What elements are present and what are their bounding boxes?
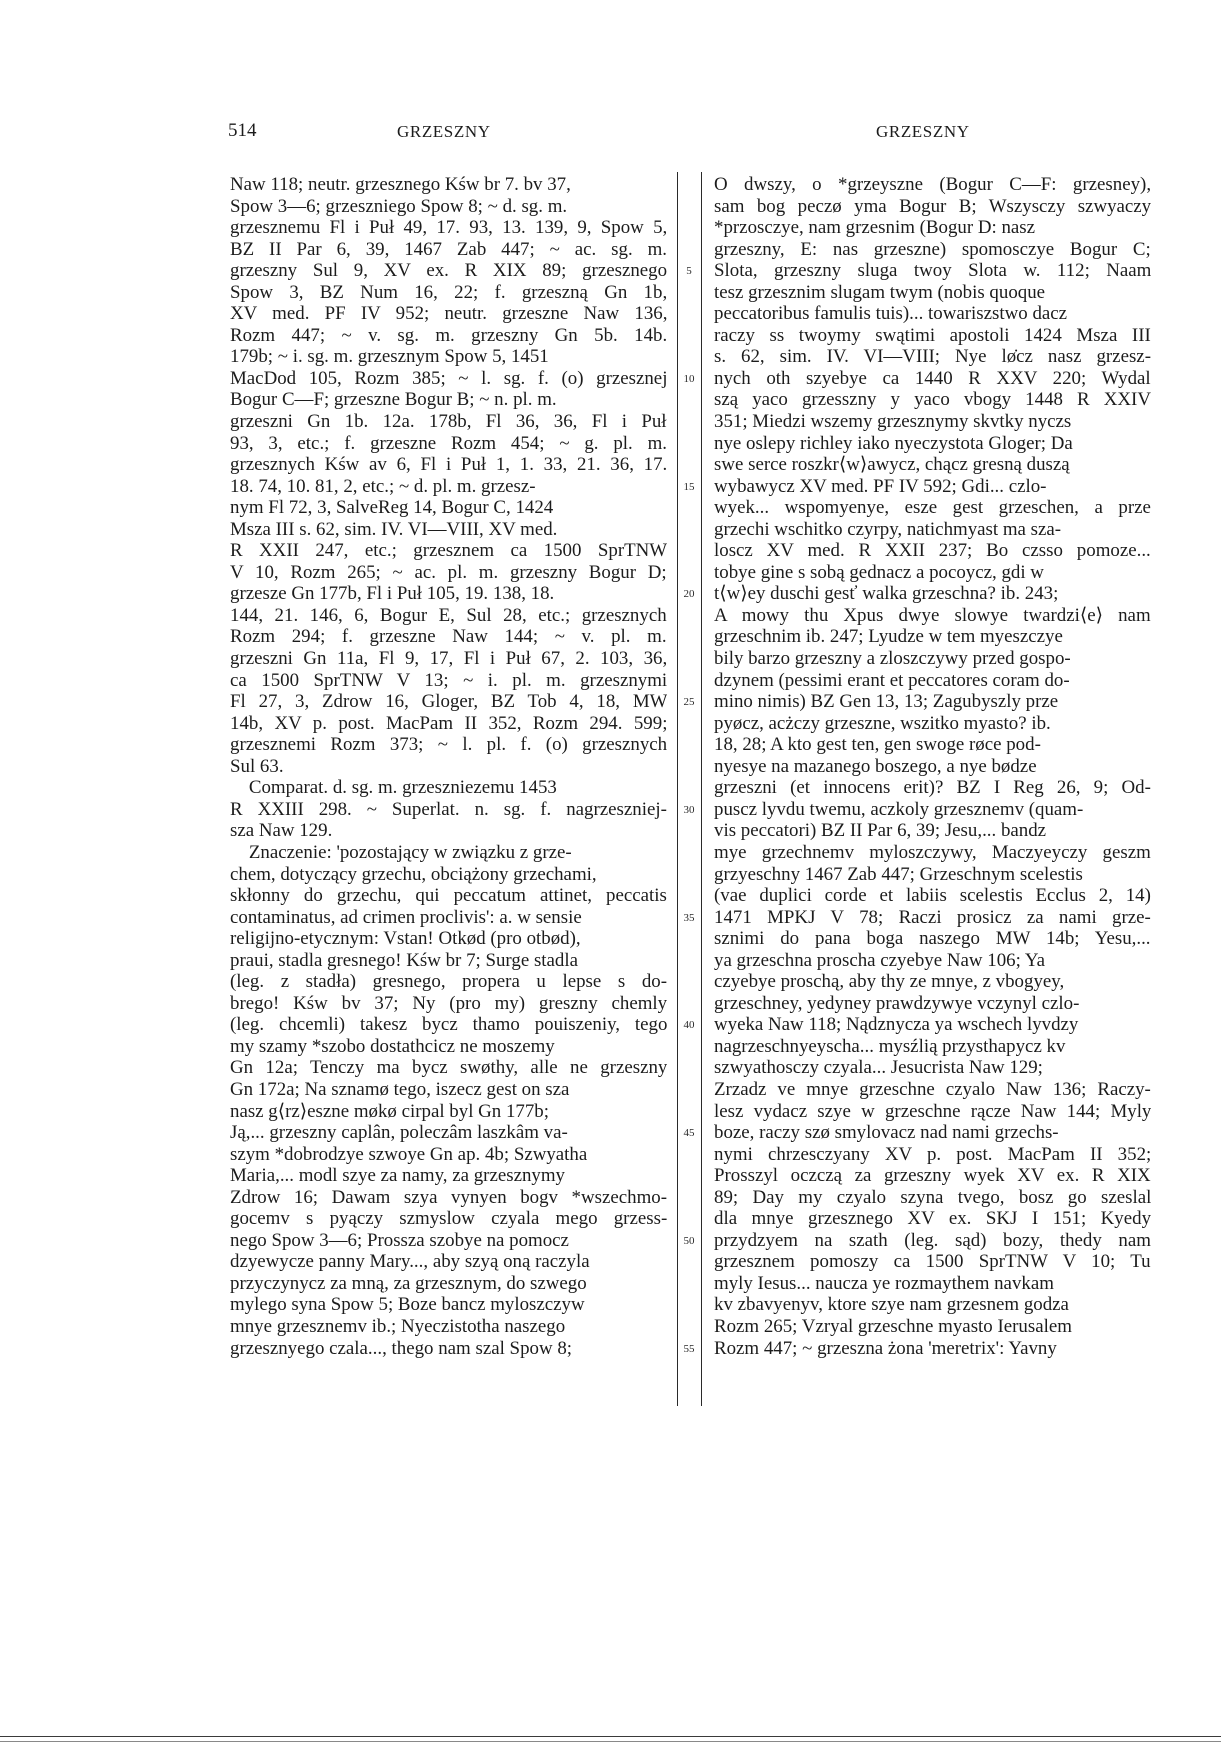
line-number: 45: [683, 1127, 695, 1140]
text-line: nagrzeschnyeyscha... mysźlią przysthapycz kv: [714, 1035, 1066, 1057]
text-line: Rozm 294; f. grzeszne Naw 144; ~ v. pl. m.: [230, 626, 667, 648]
text-line: nego Spow 3—6; Prossza szobye na pomocz: [230, 1229, 569, 1251]
text-line: nye oslepy richley iako nyeczystota Gloger; Da: [714, 432, 1073, 454]
right-column: [714, 174, 1151, 1359]
text-line: grzeszny, E: nas grzeszne) spomosczye Bogur C;: [714, 238, 1151, 260]
text-line: wyeka Naw 118; Nądznycza ya wschech lyvdzy: [714, 1014, 1079, 1036]
text-line: grzesznyego czala..., thego nam szal Spow 8;: [230, 1337, 573, 1359]
text-line: XV med. PF IV 952; neutr. grzeszne Naw 136,: [230, 303, 667, 325]
text-line: grzesznemi Rozm 373; ~ l. pl. f. (o) grzesznych: [230, 734, 667, 756]
text-line: raczy ss twoymy swątimi apostoli 1424 Msza III: [714, 324, 1151, 346]
text-line: Comparat. d. sg. m. grzeszniezemu 1453: [230, 777, 557, 799]
text-line: mylego syna Spow 5; Boze bancz myloszczyw: [230, 1294, 585, 1316]
text-line: grzesze Gn 177b, Fl i Puł 105, 19. 138, 18.: [230, 583, 555, 605]
text-line: (leg. z stadła) gresnego, propera u lepse s do-: [230, 971, 667, 993]
text-line: puscz lyvdu twemu, aczkoly grzesznemv (quam-: [714, 798, 1084, 820]
text-line: nasz g⟨rz⟩eszne møkø cirpal byl Gn 177b;: [230, 1100, 550, 1122]
text-line: Zrzadz ve mnye grzeschne czyalo Naw 136; Raczy-: [714, 1078, 1151, 1100]
text-line: brego! Kśw bv 37; Ny (pro my) greszny chemly: [230, 992, 667, 1014]
text-line: Bogur C—F; grzeszne Bogur B; ~ n. pl. m.: [230, 389, 557, 411]
text-line: swe serce roszkr⟨w⟩awycz, chącz gresną duszą: [714, 454, 1070, 476]
text-line: Fl 27, 3, Zdrow 16, Gloger, BZ Tob 4, 18, MW: [230, 691, 667, 713]
text-line: grzeschnim ib. 247; Lyudze w tem myeszczye: [714, 626, 1063, 648]
text-line: Maria,... modl szye za namy, za grzesznymy: [230, 1165, 566, 1187]
line-number: 35: [683, 911, 695, 924]
right-running-head: GRZESZNY: [876, 122, 970, 141]
line-number: 50: [683, 1234, 695, 1247]
text-line: wybawycz XV med. PF IV 592; Gdi... czlo-: [714, 475, 1047, 497]
text-line: vis peccatori) BZ II Par 6, 39; Jesu,... bandz: [714, 820, 1047, 842]
text-line: Msza III s. 62, sim. IV. VI—VIII, XV med.: [230, 518, 558, 540]
text-line: tesz grzesznim slugam twym (nobis quoque: [714, 281, 1046, 303]
text-line: grzeschney, yedyney prawdzywye vczynyl czlo-: [714, 992, 1080, 1014]
text-line: nyesye na mazanego boszego, a nye bødze: [714, 755, 1037, 777]
text-line: grzechi wschitko czyrpy, natichmyast ma sza-: [714, 518, 1062, 540]
text-line: (leg. chcemli) takesz bycz thamo pouiszeniy, tego: [230, 1014, 667, 1036]
text-line: grzeszny Sul 9, XV ex. R XIX 89; grzesznego: [230, 260, 667, 282]
text-line: Rozm 447; ~ grzeszna żona 'meretrix': Yavny: [714, 1337, 1057, 1359]
text-line: Znaczenie: 'pozostający w związku z grze-: [230, 841, 572, 863]
text-line: 93, 3, etc.; f. grzeszne Rozm 454; ~ g. pl. m.: [230, 432, 667, 454]
text-line: grzeszni Gn 11a, Fl 9, 17, Fl i Puł 67, 2. 103, 36,: [230, 648, 667, 670]
text-line: przyczynycz za mną, za grzesznym, do szwego: [230, 1272, 587, 1294]
text-line: nym Fl 72, 3, SalveReg 14, Bogur C, 1424: [230, 497, 554, 519]
text-line: grzesznem pomoszy ca 1500 SprTNW V 10; Tu: [714, 1251, 1151, 1273]
text-line: Spow 3—6; grzeszniego Spow 8; ~ d. sg. m.: [230, 195, 568, 217]
text-line: gocemv s pyączy szmyslow czyala mego grzess-: [230, 1208, 667, 1230]
text-line: mnye grzesznemv ib.; Nyeczistotha naszego: [230, 1315, 566, 1337]
text-line: skłonny do grzechu, qui peccatum attinet, peccatis: [230, 885, 667, 907]
text-line: O dwszy, o *grzeyszne (Bogur C—F: grzesney),: [714, 174, 1151, 195]
text-line: 351; Miedzi wszemy grzesznymy skvtky nyczs: [714, 411, 1072, 433]
bottom-rule: [0, 1736, 1221, 1737]
line-number: 20: [683, 588, 695, 601]
text-line: pyøcz, acżczy grzeszne, wszitko myasto? ib.: [714, 712, 1051, 734]
text-line: Zdrow 16; Dawam szya vynyen bogv *wszechmo-: [230, 1186, 667, 1208]
text-line: A mowy thu Xpus dwye slowye twardzi⟨e⟩ nam: [714, 604, 1151, 626]
text-line: ya grzeschna proscha czyebye Naw 106; Ya: [714, 949, 1045, 971]
text-line: peccatoribus famulis tuis)... towariszstwo dacz: [714, 303, 1068, 325]
text-line: nych oth szyebye ca 1440 R XXV 220; Wydal: [714, 367, 1151, 389]
text-line: grzesznemu Fl i Puł 49, 17. 93, 13. 139, 9, Spow 5,: [230, 217, 667, 239]
text-line: przydzyem na szath (leg. sąd) bozy, thedy nam: [714, 1229, 1151, 1251]
line-number: 10: [683, 372, 695, 385]
text-line: 89; Day my czyalo szyna tvego, bosz go szeslal: [714, 1186, 1151, 1208]
text-line: tobye gine s sobą gednacz a pocoycz, gdi w: [714, 561, 1044, 583]
text-line: Spow 3, BZ Num 16, 22; f. grzeszną Gn 1b,: [230, 281, 667, 303]
line-number: 15: [683, 480, 695, 493]
text-line: V 10, Rozm 265; ~ ac. pl. m. grzeszny Bogur D;: [230, 561, 667, 583]
left-running-head: GRZESZNY: [397, 122, 491, 141]
text-line: contaminatus, ad crimen proclivis': a. w sensie: [230, 906, 582, 928]
text-line: szwyathosczy czyala... Jesucrista Naw 129;: [714, 1057, 1043, 1079]
page-number: 514: [228, 120, 257, 141]
text-line: 179b; ~ i. sg. m. grzesznym Spow 5, 1451: [230, 346, 549, 368]
text-line: MacDod 105, Rozm 385; ~ l. sg. f. (o) grzesznej: [230, 367, 667, 389]
text-line: lesz vydacz szye w grzeschne rącze Naw 144; Myly: [714, 1100, 1151, 1122]
text-line: mino nimis) BZ Gen 13, 13; Zagubyszly prze: [714, 691, 1059, 713]
text-line: grzesznych Kśw av 6, Fl i Puł 1, 1. 33, 21. 36, 17.: [230, 454, 667, 476]
text-line: nymi chrzesczyany XV p. post. MacPam II 352;: [714, 1143, 1151, 1165]
text-line: sza Naw 129.: [230, 820, 333, 842]
text-line: R XXII 247, etc.; grzesznem ca 1500 SprTNW: [230, 540, 667, 562]
text-line: religijno-etycznym: Vstan! Otkød (pro otbød),: [230, 928, 581, 950]
text-line: Rozm 265; Vzryal grzeschne myasto Ierusalem: [714, 1315, 1072, 1337]
text-line: grzeszni Gn 1b. 12a. 178b, Fl 36, 36, Fl i Puł: [230, 411, 667, 433]
text-line: wyek... wspomyenye, esze gest grzeschen, a prze: [714, 497, 1151, 519]
line-number: 40: [683, 1019, 695, 1032]
text-line: t⟨w⟩ey duschi gesť walka grzeschna? ib. 243;: [714, 583, 1059, 605]
text-line: 14b, XV p. post. MacPam II 352, Rozm 294. 599;: [230, 712, 667, 734]
text-line: BZ II Par 6, 39, 1467 Zab 447; ~ ac. sg. m.: [230, 238, 667, 260]
text-line: dzynem (pessimi erant et peccatores coram do-: [714, 669, 1070, 691]
text-line: loscz XV med. R XXII 237; Bo czsso pomoze...: [714, 540, 1151, 562]
bottom-rule-secondary: [0, 1741, 1221, 1742]
text-line: s. 62, sim. IV. VI—VIII; Nye lø̇cz nasz grzesz-: [714, 346, 1151, 368]
text-line: Prosszyl oczczą za grzeszny wyek XV ex. R XIX: [714, 1165, 1151, 1187]
text-line: 18, 28; A kto gest ten, gen swoge røce pod-: [714, 734, 1041, 756]
text-line: dzyewycze panny Mary..., aby szyą oną raczyla: [230, 1251, 590, 1273]
text-line: Gn 12a; Tenczy ma bycz swøthy, alle ne grzeszny: [230, 1057, 667, 1079]
left-column-rule: [677, 172, 678, 1406]
left-column: [230, 174, 667, 1359]
text-line: Ją,... grzeszny caplân, poleczâm laszkâm va-: [230, 1122, 568, 1144]
text-line: Sul 63.: [230, 755, 284, 777]
text-line: czyebye proschą, aby thy ze mnye, z vbogyey,: [714, 971, 1065, 993]
text-line: 144, 21. 146, 6, Bogur E, Sul 28, etc.; grzesznych: [230, 604, 667, 626]
text-line: dla mnye grzesznego XV ex. SKJ I 151; Kyedy: [714, 1208, 1151, 1230]
text-line: ca 1500 SprTNW V 13; ~ i. pl. m. grzesznymi: [230, 669, 667, 691]
text-line: szą yaco grzesszny y yaco vbogy 1448 R XXIV: [714, 389, 1151, 411]
text-line: grzeszni (et innocens erit)? BZ I Reg 26, 9; Od-: [714, 777, 1151, 799]
text-line: 18. 74, 10. 81, 2, etc.; ~ d. pl. m. grzesz-: [230, 475, 536, 497]
text-line: szym *dobrodzye szwoye Gn ap. 4b; Szwyatha: [230, 1143, 588, 1165]
text-line: Gn 172a; Na sznamø tego, iszecz gest on sza: [230, 1078, 570, 1100]
right-column-rule: [701, 172, 702, 1406]
text-line: mye grzechnemv myloszczywy, Maczyeyczy geszm: [714, 841, 1151, 863]
text-line: bily barzo grzeszny a zloszczywy przed gospo-: [714, 648, 1071, 670]
text-line: sznimi do pana boga naszego MW 14b; Yesu,...: [714, 928, 1151, 950]
text-line: Naw 118; neutr. grzesznego Kśw br 7. bv 37,: [230, 174, 571, 195]
text-line: my szamy *szobo dostathcicz ne moszemy: [230, 1035, 555, 1057]
text-line: praui, stadla gresnego! Kśw br 7; Surge stadla: [230, 949, 579, 971]
text-line: Rozm 447; ~ v. sg. m. grzeszny Gn 5b. 14b.: [230, 324, 667, 346]
line-number: 25: [683, 696, 695, 709]
text-line: kv zbavyenyv, ktore szye nam grzesnem godza: [714, 1294, 1069, 1316]
text-line: chem, dotyczący grzechu, obciążony grzechami,: [230, 863, 597, 885]
text-line: Slota, grzeszny sluga twoy Slota w. 112; Naam: [714, 260, 1151, 282]
text-line: R XXIII 298. ~ Superlat. n. sg. f. nagrzeszniej-: [230, 798, 667, 820]
text-line: (vae duplici corde et labiis scelestis Ecclus 2, 14): [714, 885, 1151, 907]
text-line: boze, raczy szø smylovacz nad nami grzechs-: [714, 1122, 1059, 1144]
text-line: 1471 MPKJ V 78; Raczi prosicz za nami grze-: [714, 906, 1151, 928]
line-number: 55: [683, 1342, 695, 1355]
line-number: 5: [686, 265, 692, 278]
line-number: 30: [683, 803, 695, 816]
text-line: grzyeschny 1467 Zab 447; Grzeschnym scelestis: [714, 863, 1083, 885]
text-line: sam bog peczø yma Bogur B; Wszysczy szwyaczy: [714, 195, 1151, 217]
text-line: myly Iesus... naucza ye rozmaythem navkam: [714, 1272, 1054, 1294]
text-line: *przosczye, nam grzesnim (Bogur D: nasz: [714, 217, 1036, 239]
